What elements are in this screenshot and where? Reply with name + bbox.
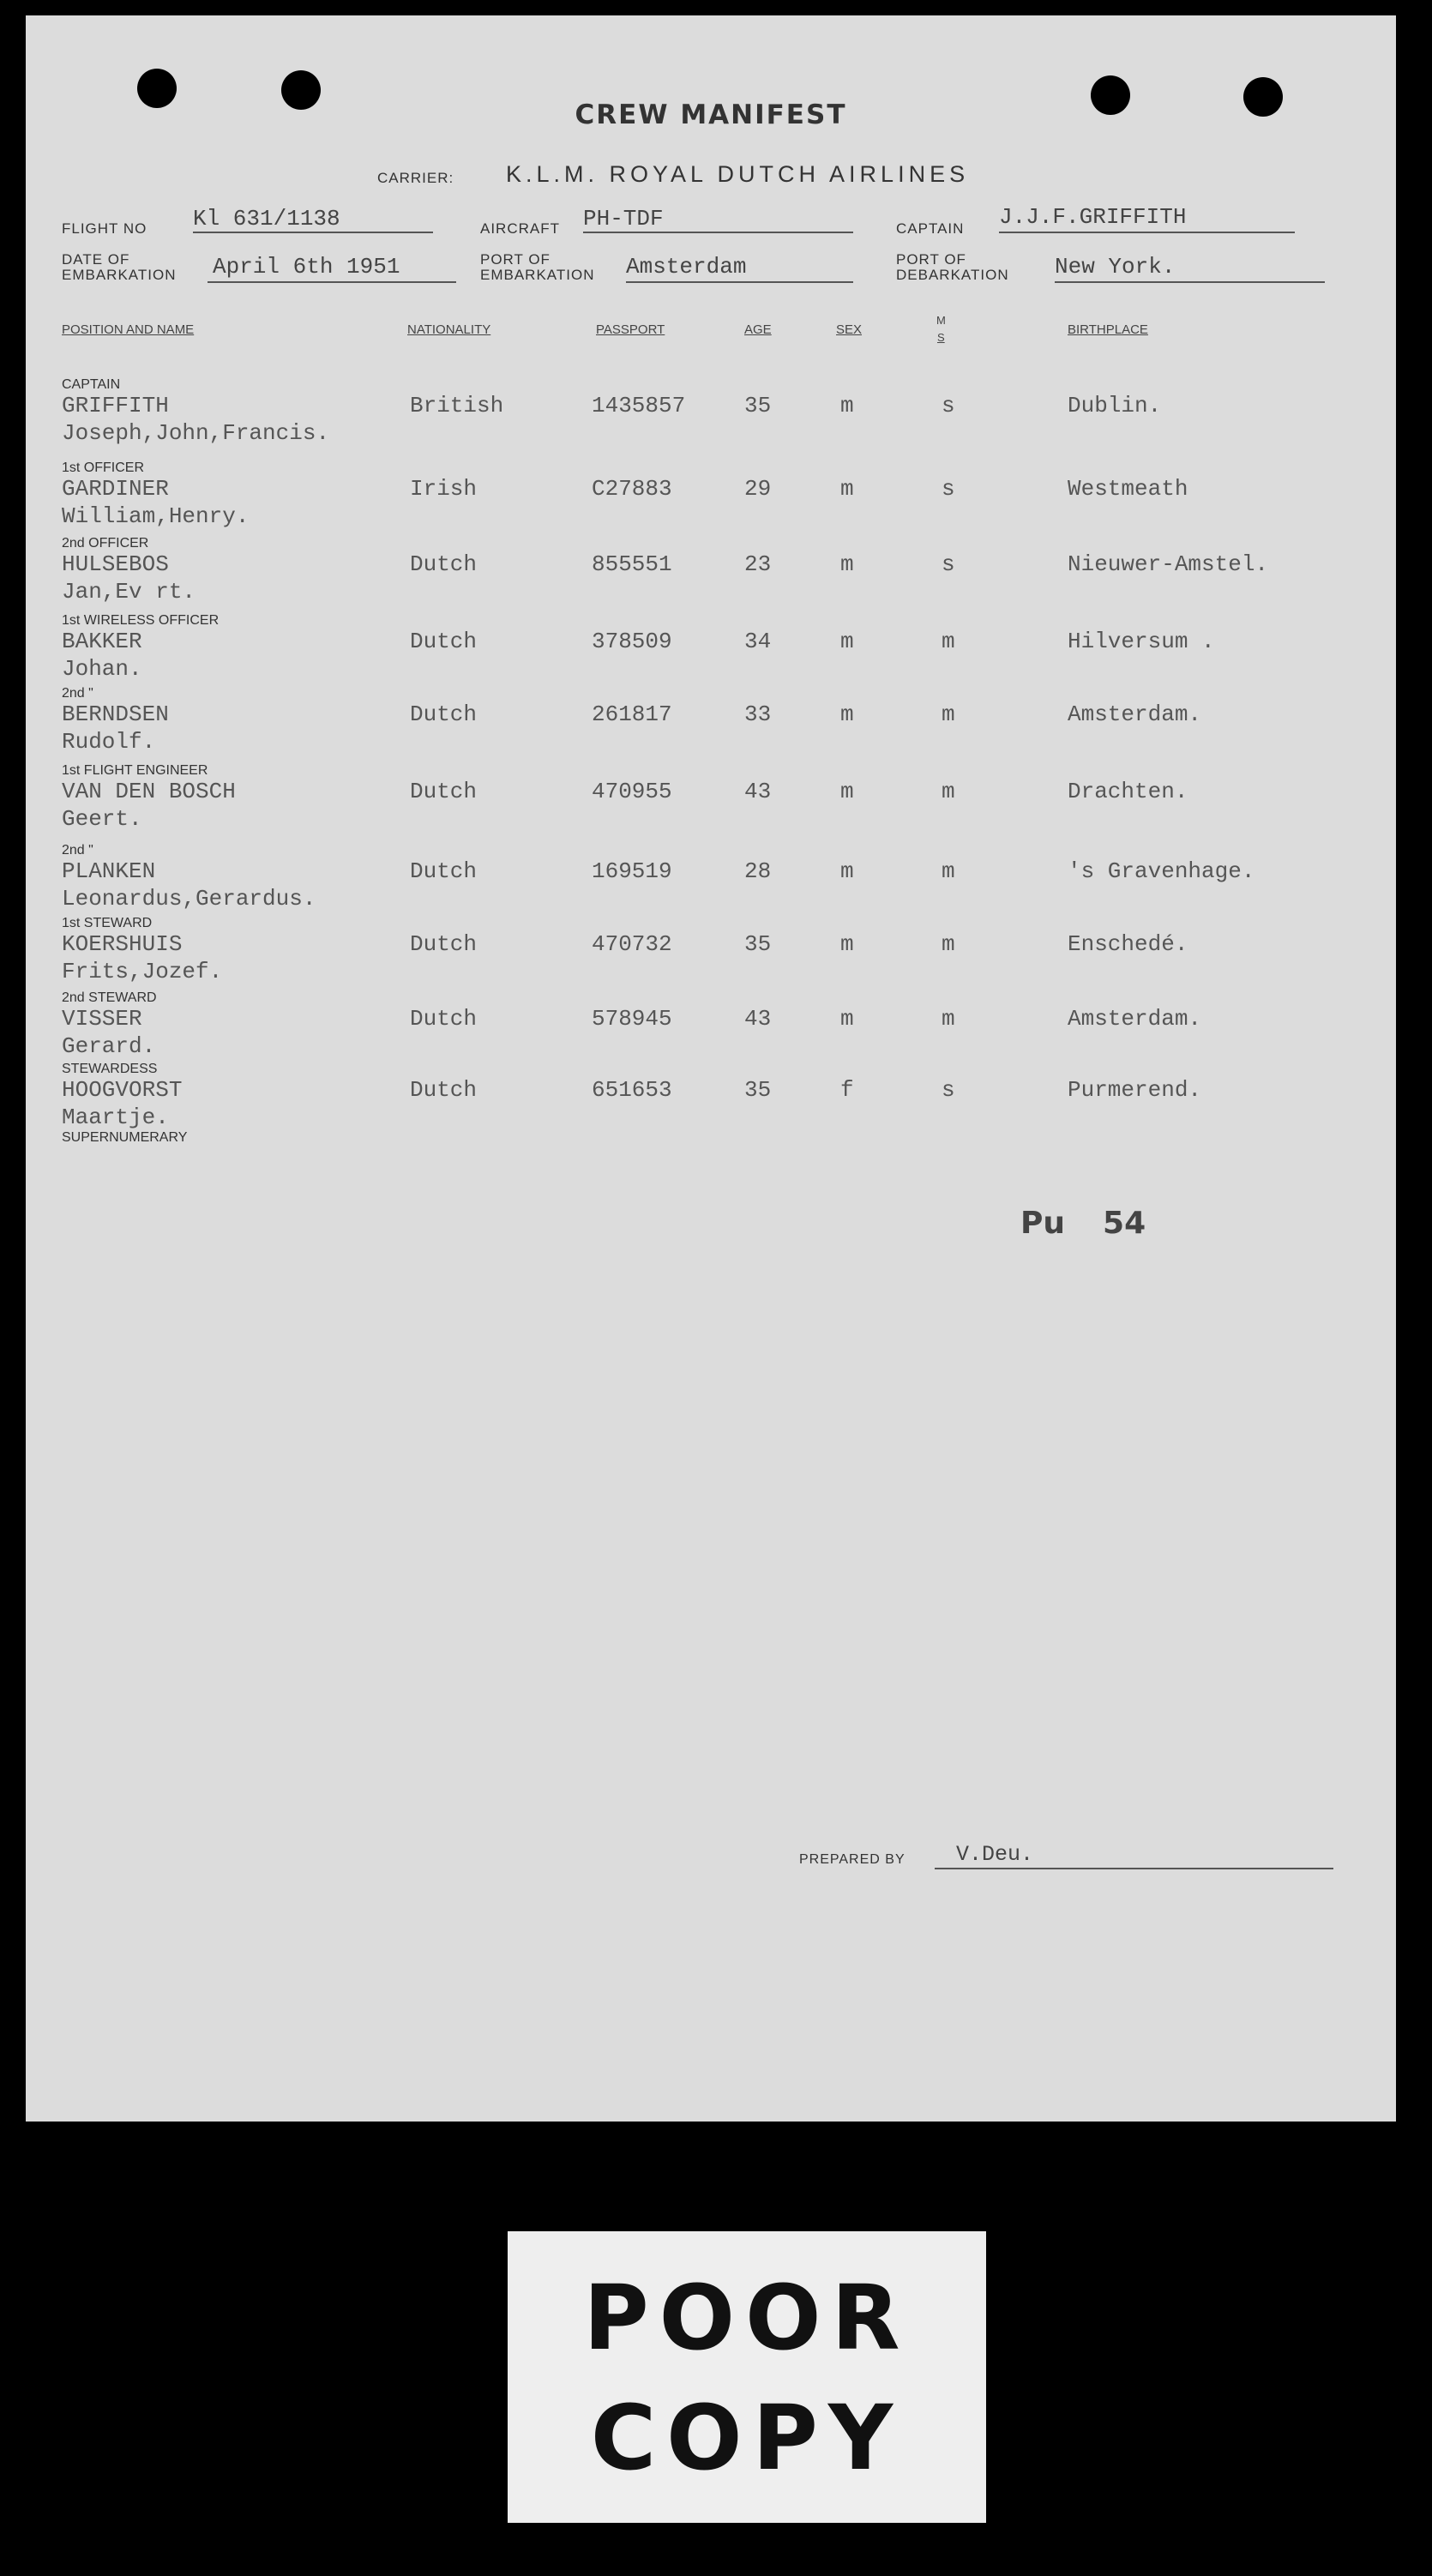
passport-cell: 470732 (592, 931, 672, 957)
birthplace-cell: Purmerend. (1068, 1077, 1202, 1103)
age-cell: 34 (744, 629, 772, 654)
birthplace-cell: Enschedé. (1068, 931, 1188, 957)
poor-copy-card (508, 2231, 986, 2523)
col-position-header: POSITION AND NAME (62, 322, 195, 337)
aircraft-label: AIRCRAFT (480, 220, 560, 237)
age-cell: 35 (744, 1077, 772, 1103)
aircraft-value: PH-TDF (583, 206, 664, 232)
crew-rank: 2nd STEWARD (62, 990, 157, 1005)
port-debarkation-label-2: DEBARKATION (896, 267, 1009, 283)
flight-label: FLIGHT NO (62, 220, 147, 237)
flight-underline (193, 232, 433, 233)
sex-cell: m (840, 393, 854, 418)
birthplace-cell: Hilversum . (1068, 629, 1215, 654)
crew-surname: GRIFFITH (62, 393, 169, 418)
crew-given-names: Joseph,John,Francis. (62, 420, 330, 446)
captain-underline (999, 232, 1295, 233)
passport-cell: 378509 (592, 629, 672, 654)
crew-rank: 1st WIRELESS OFFICER (62, 613, 220, 628)
captain-label: CAPTAIN (896, 220, 965, 237)
crew-rank: STEWARDESS (62, 1062, 158, 1076)
crew-given-names: William,Henry. (62, 503, 250, 529)
crew-surname: PLANKEN (62, 858, 156, 884)
crew-given-names: Leonardus,Gerardus. (62, 886, 316, 912)
port-embarkation-value: Amsterdam (626, 254, 747, 280)
nationality-cell: Dutch (410, 858, 478, 884)
marital-status-cell: s (942, 1077, 955, 1103)
sex-cell: m (840, 858, 854, 884)
crew-surname: VISSER (62, 1006, 142, 1032)
date-label: DATE OF (62, 251, 130, 268)
prepared-by-underline (935, 1868, 1333, 1869)
sex-cell: m (840, 476, 854, 502)
marital-status-cell: m (942, 1006, 955, 1032)
birthplace-cell: Westmeath (1068, 476, 1188, 502)
carrier-label: CARRIER: (377, 170, 454, 186)
port-embarkation-underline (626, 281, 853, 283)
sex-cell: m (840, 779, 854, 804)
passport-cell: C27883 (592, 476, 672, 502)
age-cell: 23 (744, 551, 772, 577)
crew-given-names: Johan. (62, 656, 142, 682)
birthplace-cell: 's Gravenhage. (1068, 858, 1255, 884)
crew-surname: HULSEBOS (62, 551, 169, 577)
sex-cell: m (840, 629, 854, 654)
passport-cell: 651653 (592, 1077, 672, 1103)
col-sex-header: SEX (836, 322, 863, 337)
age-cell: 35 (744, 393, 772, 418)
birthplace-cell: Nieuwer-Amstel. (1068, 551, 1269, 577)
birthplace-cell: Amsterdam. (1068, 701, 1202, 727)
crew-given-names: Maartje. (62, 1104, 169, 1130)
marital-status-cell: m (942, 931, 955, 957)
sex-cell: m (840, 931, 854, 957)
crew-given-names: Frits,Jozef. (62, 959, 223, 984)
birthplace-cell: Drachten. (1068, 779, 1188, 804)
age-cell: 43 (744, 779, 772, 804)
crew-rank: 1st STEWARD (62, 916, 153, 930)
date-value: April 6th 1951 (213, 254, 400, 280)
document-title: CREW MANIFEST (575, 99, 847, 130)
passport-cell: 855551 (592, 551, 672, 577)
crew-given-names: Gerard. (62, 1033, 156, 1059)
marital-status-cell: m (942, 701, 955, 727)
port-debarkation-label: PORT OF (896, 251, 966, 268)
col-ms-header: M (936, 314, 946, 327)
crew-rank: 2nd " (62, 686, 93, 701)
crew-given-names: Jan,Ev rt. (62, 579, 196, 605)
date-underline (208, 281, 456, 283)
sex-cell: f (840, 1077, 854, 1103)
marital-status-cell: m (942, 629, 955, 654)
col-ms-header-2: S (937, 331, 945, 344)
nationality-cell: British (410, 393, 504, 418)
prepared-by-label: PREPARED BY (799, 1852, 906, 1867)
aircraft-underline (583, 232, 853, 233)
nationality-cell: Dutch (410, 1077, 478, 1103)
crew-rank: 2nd " (62, 843, 93, 858)
manifest-sheet (26, 15, 1396, 2122)
age-cell: 29 (744, 476, 772, 502)
col-birthplace-header: BIRTHPLACE (1068, 322, 1148, 337)
passport-cell: 470955 (592, 779, 672, 804)
marital-status-cell: s (942, 551, 955, 577)
flight-value: Kl 631/1138 (193, 206, 340, 232)
nationality-cell: Irish (410, 476, 478, 502)
passport-cell: 578945 (592, 1006, 672, 1032)
carrier-value: K.L.M. ROYAL DUTCH AIRLINES (506, 161, 970, 187)
age-cell: 43 (744, 1006, 772, 1032)
crew-rank: 2nd OFFICER (62, 536, 149, 551)
sex-cell: m (840, 1006, 854, 1032)
nationality-cell: Dutch (410, 701, 478, 727)
crew-surname: KOERSHUIS (62, 931, 183, 957)
poor-copy-line-1: POOR (583, 2266, 911, 2370)
nationality-cell: Dutch (410, 931, 478, 957)
marital-status-cell: s (942, 476, 955, 502)
sex-cell: m (840, 551, 854, 577)
passport-cell: 169519 (592, 858, 672, 884)
port-debarkation-value: New York. (1055, 254, 1176, 280)
marital-status-cell: m (942, 779, 955, 804)
age-cell: 28 (744, 858, 772, 884)
stamp-number: 54 (1103, 1206, 1146, 1241)
nationality-cell: Dutch (410, 1006, 478, 1032)
birthplace-cell: Dublin. (1068, 393, 1162, 418)
age-cell: 35 (744, 931, 772, 957)
crew-rank: 1st OFFICER (62, 460, 145, 475)
prepared-by-value: V.Deu. (956, 1842, 1034, 1867)
col-age-header: AGE (744, 322, 772, 337)
supernumerary-label: SUPERNUMERARY (62, 1130, 188, 1145)
marital-status-cell: s (942, 393, 955, 418)
passport-cell: 261817 (592, 701, 672, 727)
crew-given-names: Rudolf. (62, 729, 156, 755)
crew-surname: VAN DEN BOSCH (62, 779, 236, 804)
sex-cell: m (840, 701, 854, 727)
col-passport-header: PASSPORT (596, 322, 665, 337)
crew-surname: BAKKER (62, 629, 142, 654)
crew-surname: HOOGVORST (62, 1077, 183, 1103)
poor-copy-line-2: COPY (590, 2386, 904, 2490)
crew-rank: 1st FLIGHT ENGINEER (62, 763, 208, 778)
col-nationality-header: NATIONALITY (407, 322, 491, 337)
captain-value: J.J.F.GRIFFITH (999, 204, 1187, 230)
birthplace-cell: Amsterdam. (1068, 1006, 1202, 1032)
stamp (1020, 1206, 1146, 1241)
port-embarkation-label-2: EMBARKATION (480, 267, 595, 283)
crew-rank: CAPTAIN (62, 377, 121, 392)
passport-cell: 1435857 (592, 393, 686, 418)
port-embarkation-label: PORT OF (480, 251, 551, 268)
age-cell: 33 (744, 701, 772, 727)
crew-surname: GARDINER (62, 476, 169, 502)
nationality-cell: Dutch (410, 551, 478, 577)
crew-surname: BERNDSEN (62, 701, 169, 727)
stamp-text: Pu (1020, 1206, 1066, 1241)
marital-status-cell: m (942, 858, 955, 884)
nationality-cell: Dutch (410, 779, 478, 804)
crew-given-names: Geert. (62, 806, 142, 832)
port-debarkation-underline (1055, 281, 1325, 283)
nationality-cell: Dutch (410, 629, 478, 654)
date-label-2: EMBARKATION (62, 267, 177, 283)
